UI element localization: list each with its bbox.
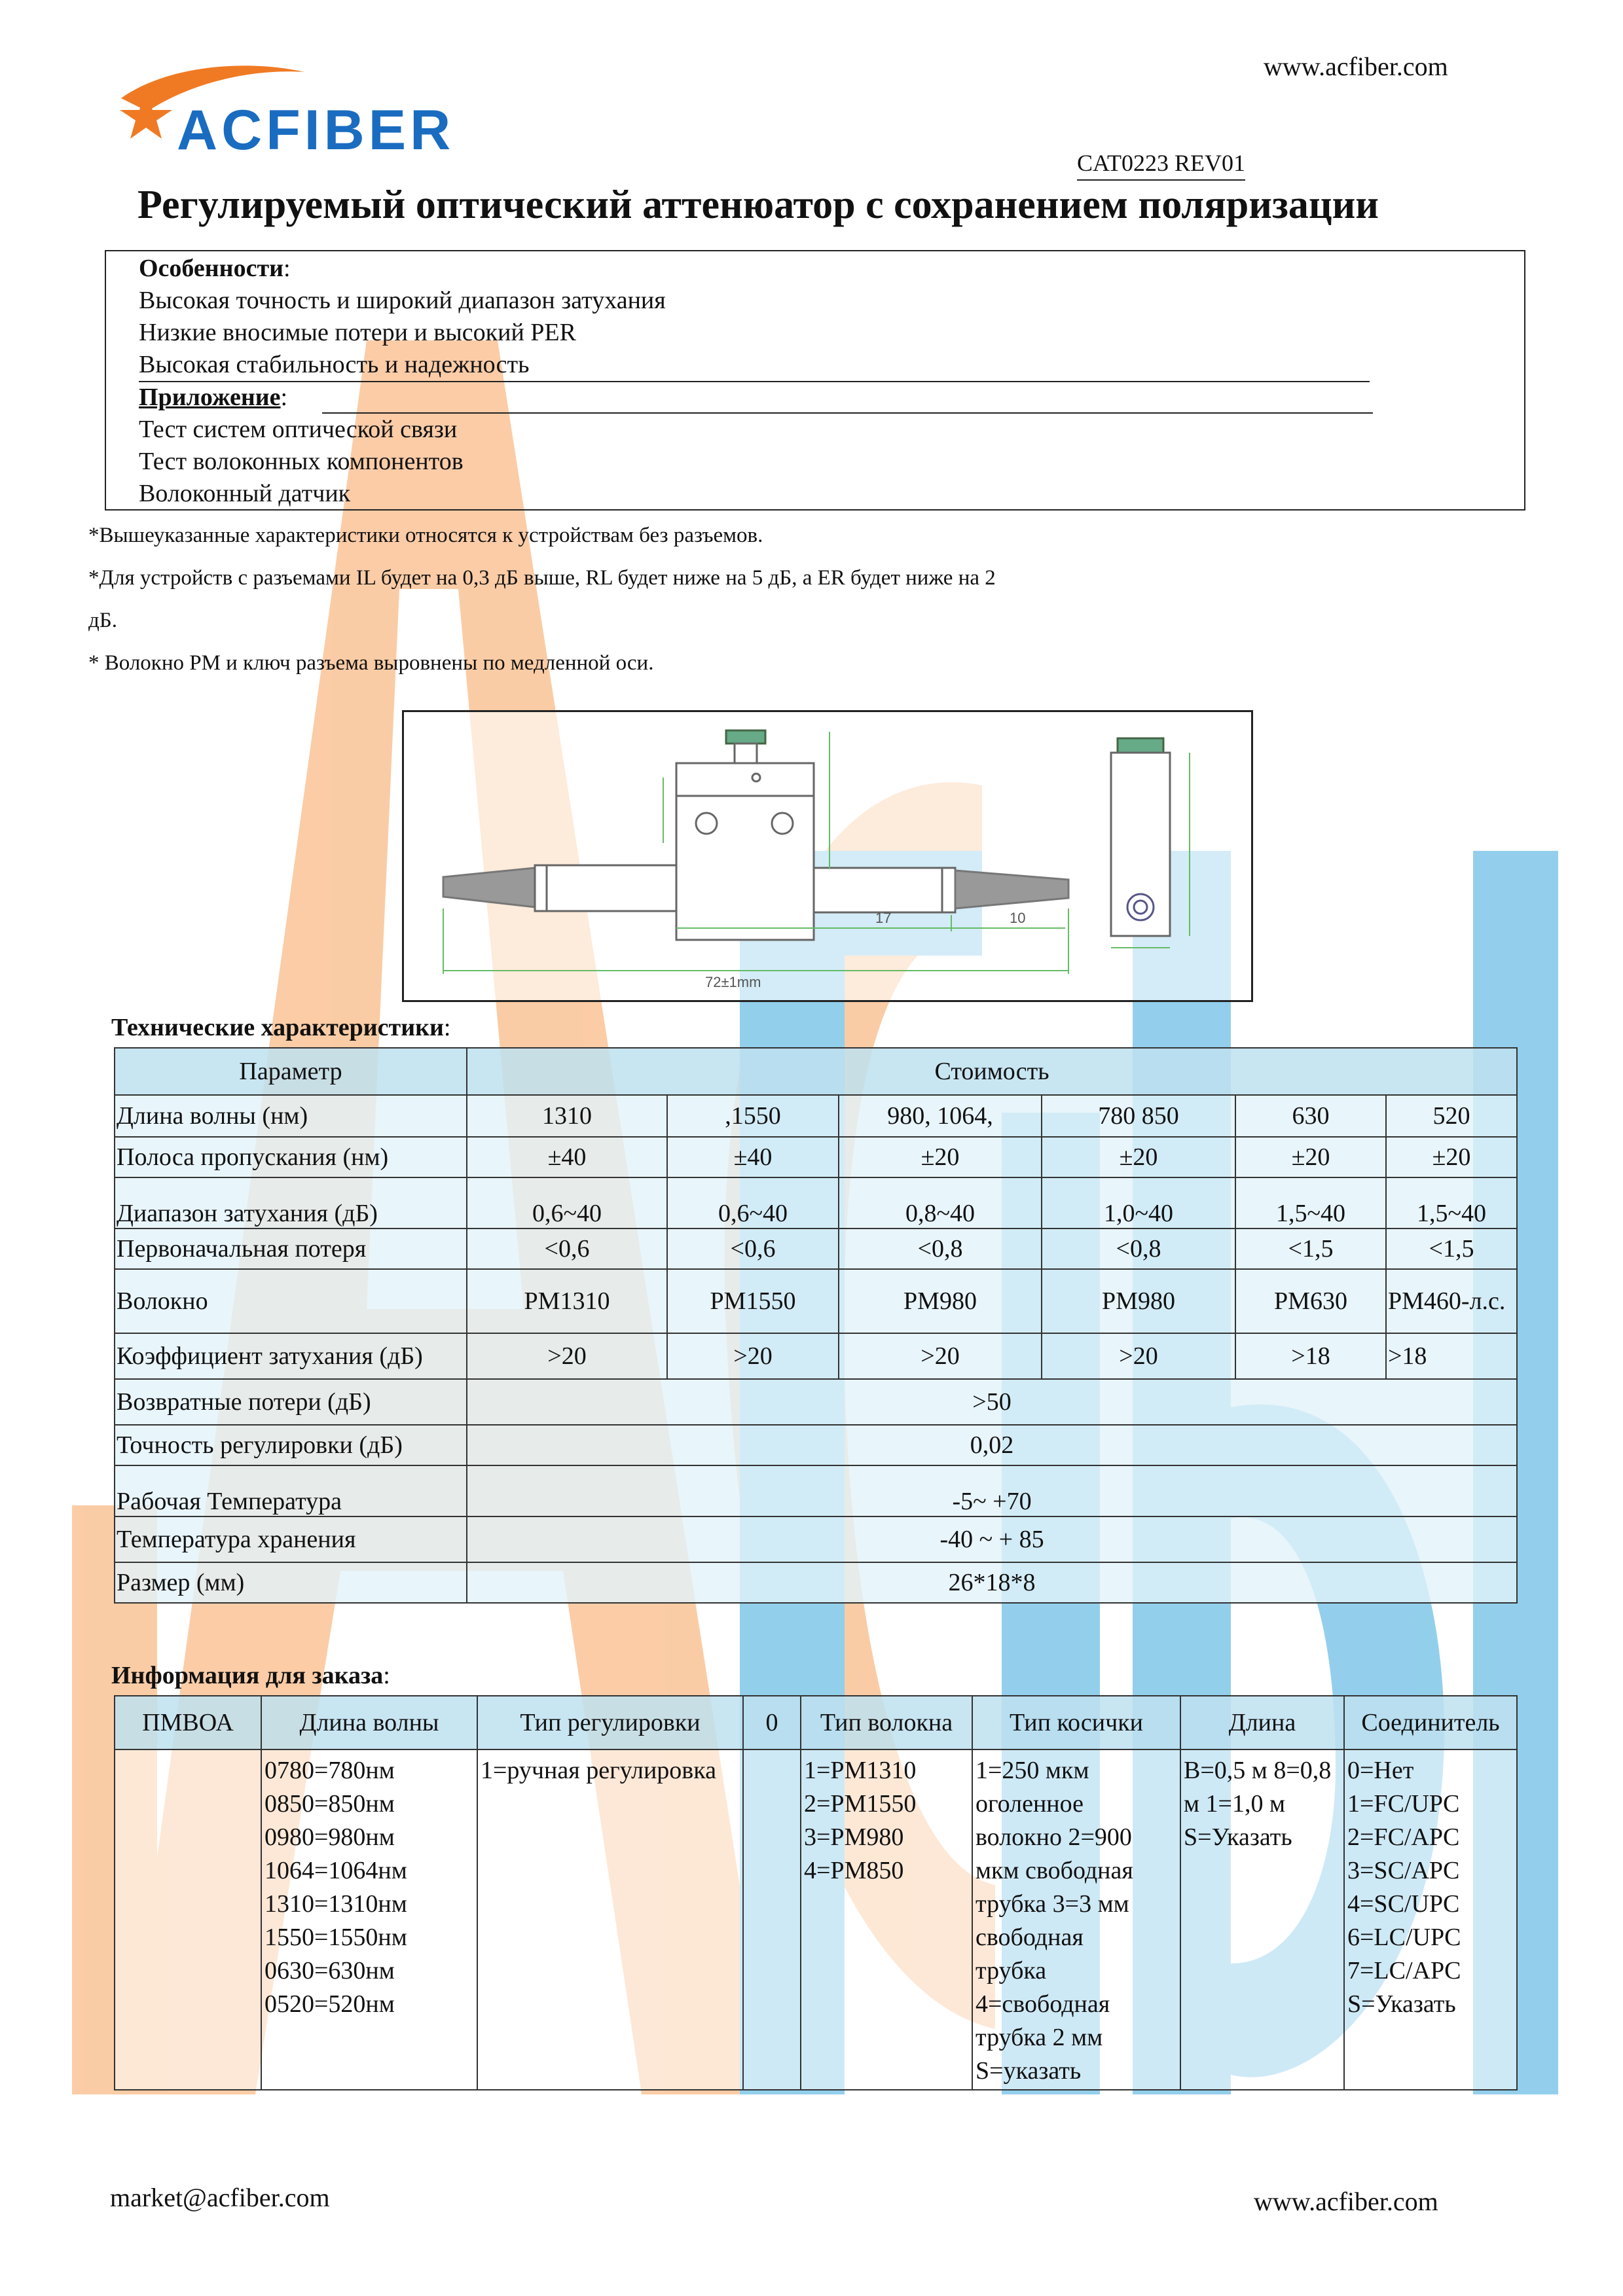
spec-value: ±20	[839, 1137, 1042, 1177]
option-line: 2=FC/APC	[1347, 1823, 1460, 1851]
ordering-heading: Информация для заказа:	[111, 1662, 390, 1689]
feature-item: Низкие вносимые потери и высокий PER	[139, 319, 576, 346]
option-line: 0=Нет	[1347, 1757, 1414, 1784]
acfiber-logo	[115, 52, 468, 162]
spec-label: Возвратные потери (дБ)	[115, 1379, 467, 1425]
spec-value: ±40	[467, 1137, 667, 1177]
spec-value: 1310	[467, 1095, 667, 1137]
zero-cell	[743, 1749, 801, 2090]
spec-value: ,1550	[667, 1095, 839, 1137]
option-line: 1550=1550нм	[264, 1924, 407, 1951]
spec-value: ±20	[1042, 1137, 1235, 1177]
spec-value: 0,6~40	[667, 1177, 839, 1229]
spec-value: 630	[1235, 1095, 1386, 1137]
option-line: 1064=1064нм	[264, 1857, 407, 1884]
mechanical-drawing	[402, 710, 1253, 1002]
option-line: свободная	[976, 1924, 1084, 1951]
option-line: 0980=980нм	[264, 1823, 395, 1851]
fiber-type-options	[801, 1749, 972, 2090]
spec-value: PM1310	[467, 1269, 667, 1333]
option-line: мкм свободная	[976, 1857, 1133, 1884]
dim-17-label: 17	[875, 910, 892, 926]
ordering-table	[114, 1695, 1518, 2090]
spec-value: -5~ +70	[467, 1465, 1517, 1516]
document-code: CAT0223 REV01	[1077, 149, 1245, 181]
specs-table	[114, 1047, 1518, 1604]
spec-label: Размер (мм)	[115, 1562, 467, 1603]
option-line: 2=PM1550	[804, 1790, 917, 1818]
footer-website: www.acfiber.com	[1254, 2187, 1438, 2216]
spec-value: PM630	[1235, 1269, 1386, 1333]
spec-row	[115, 1465, 1517, 1516]
option-line: м 1=1,0 м	[1184, 1790, 1286, 1818]
attenuator-drawing	[404, 712, 1251, 1000]
spec-value: >20	[667, 1333, 839, 1379]
option-line: 0520=520нм	[264, 1990, 395, 2018]
page-title: Регулируемый оптический аттенюатор с сохранением поляризации	[137, 183, 1379, 227]
spec-row	[115, 1137, 1517, 1177]
spec-value: >20	[839, 1333, 1042, 1379]
features-heading: Особенности:	[139, 255, 291, 282]
specs-header-row	[115, 1048, 1517, 1095]
spec-value: PM980	[839, 1269, 1042, 1333]
spec-value: -40 ~ + 85	[467, 1516, 1517, 1562]
spec-value: 1,5~40	[1386, 1177, 1517, 1229]
spec-value: <0,8	[839, 1229, 1042, 1269]
spec-value: 0,6~40	[467, 1177, 667, 1229]
value-column-header: Стоимость	[467, 1048, 1517, 1095]
spec-value: <1,5	[1386, 1229, 1517, 1269]
spec-value: PM460-л.с.	[1386, 1269, 1517, 1333]
option-line: 6=LC/UPC	[1347, 1924, 1461, 1951]
connector-options	[1344, 1749, 1517, 2090]
spec-value: ±20	[1235, 1137, 1386, 1177]
application-item: Тест волоконных компонентов	[139, 448, 464, 475]
spec-value: <0,8	[1042, 1229, 1235, 1269]
ordering-header-row	[115, 1696, 1517, 1749]
spec-value: 1,5~40	[1235, 1177, 1386, 1229]
spec-label: Длина волны (нм)	[115, 1095, 467, 1137]
spec-row	[115, 1269, 1517, 1333]
spec-value: >18	[1235, 1333, 1386, 1379]
ordering-column-header: Тип волокна	[801, 1696, 972, 1749]
option-line: трубка 3=3 мм	[976, 1890, 1129, 1918]
option-line: 1310=1310нм	[264, 1890, 407, 1918]
spec-label: Диапазон затухания (дБ)	[115, 1177, 467, 1229]
ordering-column-header: Соединитель	[1344, 1696, 1517, 1749]
option-line: S=Указать	[1184, 1823, 1292, 1851]
spec-value: 0,8~40	[839, 1177, 1042, 1229]
spec-label: Первоначальная потеря	[115, 1229, 467, 1269]
option-line: S=Указать	[1347, 1990, 1456, 2018]
spec-row	[115, 1177, 1517, 1229]
ordering-column-header: 0	[743, 1696, 801, 1749]
note: дБ.	[88, 609, 117, 632]
spec-value: <0,6	[667, 1229, 839, 1269]
option-line: 1=FC/UPC	[1347, 1790, 1460, 1818]
option-line: 1=250 мкм	[976, 1757, 1089, 1784]
spec-value: >20	[1042, 1333, 1235, 1379]
spec-value: <1,5	[1235, 1229, 1386, 1269]
spec-value: PM1550	[667, 1269, 839, 1333]
option-line: 4=свободная	[976, 1990, 1110, 2018]
pigtail-type-options	[972, 1749, 1180, 2090]
spec-row	[115, 1095, 1517, 1137]
feature-item: Высокая точность и широкий диапазон затухания	[139, 287, 666, 314]
spec-value: 780 850	[1042, 1095, 1235, 1137]
option-line: S=указать	[976, 2057, 1082, 2085]
application-item: Волоконный датчик	[139, 480, 351, 507]
note: *Вышеуказанные характеристики относятся к устройствам без разъемов.	[88, 524, 763, 547]
option-line: B=0,5 м 8=0,8	[1184, 1757, 1332, 1784]
ordering-column-header: Длина	[1180, 1696, 1344, 1749]
header-website: www.acfiber.com	[1264, 52, 1448, 81]
ordering-column-header: Тип косички	[972, 1696, 1180, 1749]
application-item: Тест систем оптической связи	[139, 416, 458, 443]
specs-heading: Технические характеристики:	[111, 1014, 451, 1041]
ordering-options-row	[115, 1749, 1517, 2090]
dim-10-label: 10	[1010, 910, 1026, 926]
spec-value: 1,0~40	[1042, 1177, 1235, 1229]
spec-label: Температура хранения	[115, 1516, 467, 1562]
spec-value: >20	[467, 1333, 667, 1379]
spec-row	[115, 1333, 1517, 1379]
spec-value: >18	[1386, 1333, 1517, 1379]
wavelength-options	[261, 1749, 477, 2090]
option-line: 3=PM980	[804, 1823, 904, 1851]
note: *Для устройств с разъемами IL будет на 0,3 дБ выше, RL будет ниже на 5 дБ, а ER будет ниже на 2	[88, 566, 996, 590]
spec-value: ±40	[667, 1137, 839, 1177]
spec-value: ±20	[1386, 1137, 1517, 1177]
logo-text: ACFIBER	[177, 99, 455, 162]
spec-row	[115, 1229, 1517, 1269]
adjustment-options	[477, 1749, 743, 2090]
spec-value: PM980	[1042, 1269, 1235, 1333]
length-options	[1180, 1749, 1344, 2090]
spec-label: Волокно	[115, 1269, 467, 1333]
option-line: 4=PM850	[804, 1857, 904, 1884]
ordering-column-header: Тип регулировки	[477, 1696, 743, 1749]
spec-label: Рабочая Температура	[115, 1465, 467, 1516]
option-line: 1=ручная регулировка	[481, 1757, 716, 1784]
option-line: волокно 2=900	[976, 1823, 1132, 1851]
note: * Волокно PM и ключ разъема выровнены по медленной оси.	[88, 651, 654, 675]
option-line: 0780=780нм	[264, 1757, 395, 1784]
spec-label: Полоса пропускания (нм)	[115, 1137, 467, 1177]
spec-value: >50	[467, 1379, 1517, 1425]
option-line: оголенное	[976, 1790, 1084, 1818]
spec-row	[115, 1425, 1517, 1465]
option-line: 0630=630нм	[264, 1957, 395, 1984]
option-line: 1=PM1310	[804, 1757, 917, 1784]
dim-total-label: 72±1mm	[705, 974, 761, 990]
footer-email: market@acfiber.com	[110, 2183, 330, 2212]
spec-row	[115, 1379, 1517, 1425]
spec-value: <0,6	[467, 1229, 667, 1269]
spec-value: 980, 1064,	[839, 1095, 1042, 1137]
option-line: 3=SC/APC	[1347, 1857, 1460, 1884]
divider	[139, 381, 1370, 382]
spec-row	[115, 1562, 1517, 1603]
option-line: 0850=850нм	[264, 1790, 395, 1818]
feature-item: Высокая стабильность и надежность	[139, 351, 530, 378]
option-line: трубка 2 мм	[976, 2024, 1103, 2051]
spec-value: 520	[1386, 1095, 1517, 1137]
option-line: трубка	[976, 1957, 1047, 1984]
ordering-prefix-cell	[115, 1749, 261, 2090]
application-heading: Приложение:	[139, 384, 288, 411]
spec-value: 0,02	[467, 1425, 1517, 1465]
spec-label: Коэффициент затухания (дБ)	[115, 1333, 467, 1379]
spec-row	[115, 1516, 1517, 1562]
param-column-header: Параметр	[115, 1048, 467, 1095]
ordering-column-header: Длина волны	[261, 1696, 477, 1749]
ordering-column-header: ПМВОА	[115, 1696, 261, 1749]
features-box	[105, 250, 1525, 511]
divider	[322, 412, 1373, 414]
option-line: 4=SC/UPC	[1347, 1890, 1460, 1918]
spec-label: Точность регулировки (дБ)	[115, 1425, 467, 1465]
option-line: 7=LC/APC	[1347, 1957, 1461, 1984]
spec-value: 26*18*8	[467, 1562, 1517, 1603]
